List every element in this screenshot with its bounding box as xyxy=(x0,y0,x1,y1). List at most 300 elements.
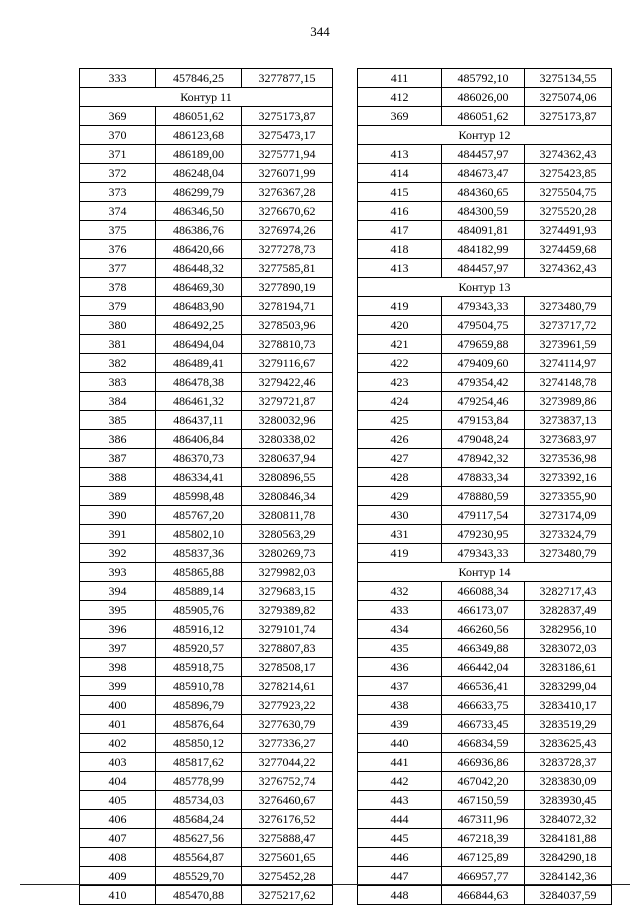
x-coordinate-cell: 466957,77 xyxy=(442,867,525,886)
table-row xyxy=(80,772,333,791)
table-row xyxy=(80,715,333,734)
x-coordinate-cell: 479343,33 xyxy=(442,297,525,316)
contour-header-row xyxy=(358,126,612,145)
x-coordinate-cell: 486026,00 xyxy=(442,88,525,107)
x-coordinate-cell: 485837,36 xyxy=(156,544,242,563)
table-row xyxy=(80,886,333,905)
point-number-cell: 401 xyxy=(80,715,156,734)
y-coordinate-cell: 3273480,79 xyxy=(525,544,612,563)
table-row xyxy=(80,601,333,620)
point-number-cell: 372 xyxy=(80,164,156,183)
x-coordinate-cell: 486299,79 xyxy=(156,183,242,202)
x-coordinate-cell: 485905,76 xyxy=(156,601,242,620)
x-coordinate-cell: 479504,75 xyxy=(442,316,525,335)
point-number-cell: 446 xyxy=(358,848,442,867)
x-coordinate-cell: 484091,81 xyxy=(442,221,525,240)
x-coordinate-cell: 467125,89 xyxy=(442,848,525,867)
x-coordinate-cell: 485876,64 xyxy=(156,715,242,734)
point-number-cell: 373 xyxy=(80,183,156,202)
point-number-cell: 433 xyxy=(358,601,442,620)
point-number-cell: 399 xyxy=(80,677,156,696)
y-coordinate-cell: 3284181,88 xyxy=(525,829,612,848)
point-number-cell: 391 xyxy=(80,525,156,544)
table-row xyxy=(358,867,612,886)
table-row xyxy=(358,145,612,164)
y-coordinate-cell: 3276367,28 xyxy=(242,183,333,202)
y-coordinate-cell: 3282717,43 xyxy=(525,582,612,601)
table-row xyxy=(80,183,333,202)
point-number-cell: 436 xyxy=(358,658,442,677)
point-number-cell: 411 xyxy=(358,69,442,88)
point-number-cell: 419 xyxy=(358,544,442,563)
table-row xyxy=(358,411,612,430)
y-coordinate-cell: 3277044,22 xyxy=(242,753,333,772)
point-number-cell: 403 xyxy=(80,753,156,772)
table-row xyxy=(358,886,612,905)
point-number-cell: 422 xyxy=(358,354,442,373)
y-coordinate-cell: 3273683,97 xyxy=(525,430,612,449)
x-coordinate-cell: 466633,75 xyxy=(442,696,525,715)
point-number-cell: 381 xyxy=(80,335,156,354)
point-number-cell: 405 xyxy=(80,791,156,810)
table-row xyxy=(358,392,612,411)
y-coordinate-cell: 3273989,86 xyxy=(525,392,612,411)
x-coordinate-cell: 479354,42 xyxy=(442,373,525,392)
table-row xyxy=(80,278,333,297)
point-number-cell: 369 xyxy=(80,107,156,126)
table-row xyxy=(358,544,612,563)
table-row xyxy=(358,582,612,601)
x-coordinate-cell: 485627,56 xyxy=(156,829,242,848)
x-coordinate-cell: 485684,24 xyxy=(156,810,242,829)
table-row xyxy=(80,373,333,392)
table-row xyxy=(358,202,612,221)
point-number-cell: 429 xyxy=(358,487,442,506)
x-coordinate-cell: 466936,86 xyxy=(442,753,525,772)
x-coordinate-cell: 479048,24 xyxy=(442,430,525,449)
table-row xyxy=(358,430,612,449)
table-row xyxy=(358,734,612,753)
y-coordinate-cell: 3279101,74 xyxy=(242,620,333,639)
table-row xyxy=(358,259,612,278)
table-row xyxy=(80,810,333,829)
x-coordinate-cell: 486051,62 xyxy=(156,107,242,126)
table-row xyxy=(80,620,333,639)
x-coordinate-cell: 485896,79 xyxy=(156,696,242,715)
table-row xyxy=(358,715,612,734)
table-row xyxy=(80,753,333,772)
table-row xyxy=(80,164,333,183)
point-number-cell: 432 xyxy=(358,582,442,601)
point-number-cell: 392 xyxy=(80,544,156,563)
x-coordinate-cell: 467150,59 xyxy=(442,791,525,810)
point-number-cell: 434 xyxy=(358,620,442,639)
y-coordinate-cell: 3274114,97 xyxy=(525,354,612,373)
x-coordinate-cell: 466834,59 xyxy=(442,734,525,753)
point-number-cell: 417 xyxy=(358,221,442,240)
y-coordinate-cell: 3278194,71 xyxy=(242,297,333,316)
x-coordinate-cell: 466260,56 xyxy=(442,620,525,639)
x-coordinate-cell: 485889,14 xyxy=(156,582,242,601)
point-number-cell: 398 xyxy=(80,658,156,677)
x-coordinate-cell: 486489,41 xyxy=(156,354,242,373)
y-coordinate-cell: 3275134,55 xyxy=(525,69,612,88)
table-row xyxy=(358,335,612,354)
y-coordinate-cell: 3278807,83 xyxy=(242,639,333,658)
y-coordinate-cell: 3274459,68 xyxy=(525,240,612,259)
table-row xyxy=(80,506,333,525)
table-row xyxy=(80,468,333,487)
point-number-cell: 439 xyxy=(358,715,442,734)
table-row xyxy=(80,563,333,582)
y-coordinate-cell: 3280338,02 xyxy=(242,430,333,449)
y-coordinate-cell: 3273174,09 xyxy=(525,506,612,525)
x-coordinate-cell: 486494,04 xyxy=(156,335,242,354)
table-row xyxy=(358,449,612,468)
y-coordinate-cell: 3282837,49 xyxy=(525,601,612,620)
contour-label: Контур 11 xyxy=(80,88,333,107)
y-coordinate-cell: 3276071,99 xyxy=(242,164,333,183)
x-coordinate-cell: 485529,70 xyxy=(156,867,242,886)
x-coordinate-cell: 479117,54 xyxy=(442,506,525,525)
y-coordinate-cell: 3278214,61 xyxy=(242,677,333,696)
point-number-cell: 378 xyxy=(80,278,156,297)
y-coordinate-cell: 3277923,22 xyxy=(242,696,333,715)
point-number-cell: 408 xyxy=(80,848,156,867)
x-coordinate-cell: 486248,04 xyxy=(156,164,242,183)
point-number-cell: 374 xyxy=(80,202,156,221)
table-row xyxy=(358,829,612,848)
point-number-cell: 438 xyxy=(358,696,442,715)
point-number-cell: 440 xyxy=(358,734,442,753)
table-row xyxy=(80,392,333,411)
x-coordinate-cell: 484457,97 xyxy=(442,145,525,164)
y-coordinate-cell: 3283625,43 xyxy=(525,734,612,753)
y-coordinate-cell: 3275601,65 xyxy=(242,848,333,867)
x-coordinate-cell: 485792,10 xyxy=(442,69,525,88)
y-coordinate-cell: 3283072,03 xyxy=(525,639,612,658)
contour-header-row xyxy=(358,278,612,297)
point-number-cell: 382 xyxy=(80,354,156,373)
y-coordinate-cell: 3275173,87 xyxy=(242,107,333,126)
point-number-cell: 383 xyxy=(80,373,156,392)
table-row xyxy=(358,791,612,810)
point-number-cell: 407 xyxy=(80,829,156,848)
table-row xyxy=(358,107,612,126)
x-coordinate-cell: 485850,12 xyxy=(156,734,242,753)
y-coordinate-cell: 3273480,79 xyxy=(525,297,612,316)
point-number-cell: 379 xyxy=(80,297,156,316)
table-row xyxy=(80,525,333,544)
x-coordinate-cell: 486437,11 xyxy=(156,411,242,430)
table-row xyxy=(80,829,333,848)
y-coordinate-cell: 3279389,82 xyxy=(242,601,333,620)
y-coordinate-cell: 3275473,17 xyxy=(242,126,333,145)
x-coordinate-cell: 485916,12 xyxy=(156,620,242,639)
x-coordinate-cell: 485470,88 xyxy=(156,886,242,905)
point-number-cell: 412 xyxy=(358,88,442,107)
point-number-cell: 448 xyxy=(358,886,442,905)
x-coordinate-cell: 486386,76 xyxy=(156,221,242,240)
x-coordinate-cell: 486346,50 xyxy=(156,202,242,221)
y-coordinate-cell: 3283930,45 xyxy=(525,791,612,810)
point-number-cell: 396 xyxy=(80,620,156,639)
table-row xyxy=(80,658,333,677)
x-coordinate-cell: 466844,63 xyxy=(442,886,525,905)
y-coordinate-cell: 3277278,73 xyxy=(242,240,333,259)
y-coordinate-cell: 3278503,96 xyxy=(242,316,333,335)
table-row xyxy=(80,126,333,145)
y-coordinate-cell: 3273717,72 xyxy=(525,316,612,335)
y-coordinate-cell: 3280563,29 xyxy=(242,525,333,544)
table-row xyxy=(358,525,612,544)
x-coordinate-cell: 485910,78 xyxy=(156,677,242,696)
point-number-cell: 390 xyxy=(80,506,156,525)
y-coordinate-cell: 3280846,34 xyxy=(242,487,333,506)
point-number-cell: 394 xyxy=(80,582,156,601)
y-coordinate-cell: 3280811,78 xyxy=(242,506,333,525)
x-coordinate-cell: 479409,60 xyxy=(442,354,525,373)
y-coordinate-cell: 3282956,10 xyxy=(525,620,612,639)
y-coordinate-cell: 3277585,81 xyxy=(242,259,333,278)
y-coordinate-cell: 3283186,61 xyxy=(525,658,612,677)
point-number-cell: 413 xyxy=(358,259,442,278)
point-number-cell: 426 xyxy=(358,430,442,449)
y-coordinate-cell: 3273355,90 xyxy=(525,487,612,506)
table-row xyxy=(358,221,612,240)
table-row xyxy=(80,449,333,468)
contour-label: Контур 12 xyxy=(358,126,612,145)
y-coordinate-cell: 3275888,47 xyxy=(242,829,333,848)
table-row xyxy=(80,259,333,278)
table-row xyxy=(80,316,333,335)
table-row xyxy=(358,316,612,335)
table-row xyxy=(80,639,333,658)
table-row xyxy=(358,468,612,487)
x-coordinate-cell: 485767,20 xyxy=(156,506,242,525)
point-number-cell: 400 xyxy=(80,696,156,715)
table-row xyxy=(80,791,333,810)
point-number-cell: 395 xyxy=(80,601,156,620)
table-row xyxy=(80,107,333,126)
table-row xyxy=(80,544,333,563)
x-coordinate-cell: 484673,47 xyxy=(442,164,525,183)
table-row xyxy=(80,69,333,88)
y-coordinate-cell: 3279982,03 xyxy=(242,563,333,582)
y-coordinate-cell: 3279116,67 xyxy=(242,354,333,373)
bottom-rule xyxy=(20,884,630,885)
x-coordinate-cell: 484300,59 xyxy=(442,202,525,221)
point-number-cell: 410 xyxy=(80,886,156,905)
x-coordinate-cell: 486123,68 xyxy=(156,126,242,145)
point-number-cell: 414 xyxy=(358,164,442,183)
y-coordinate-cell: 3276460,67 xyxy=(242,791,333,810)
x-coordinate-cell: 466442,04 xyxy=(442,658,525,677)
y-coordinate-cell: 3275217,62 xyxy=(242,886,333,905)
table-row xyxy=(358,677,612,696)
contour-label: Контур 14 xyxy=(358,563,612,582)
x-coordinate-cell: 486406,84 xyxy=(156,430,242,449)
point-number-cell: 413 xyxy=(358,145,442,164)
table-row xyxy=(358,297,612,316)
point-number-cell: 441 xyxy=(358,753,442,772)
y-coordinate-cell: 3277336,27 xyxy=(242,734,333,753)
table-row xyxy=(80,411,333,430)
table-row xyxy=(358,639,612,658)
x-coordinate-cell: 485564,87 xyxy=(156,848,242,867)
contour-header-row xyxy=(358,563,612,582)
point-number-cell: 431 xyxy=(358,525,442,544)
table-row xyxy=(80,297,333,316)
y-coordinate-cell: 3278810,73 xyxy=(242,335,333,354)
y-coordinate-cell: 3273392,16 xyxy=(525,468,612,487)
point-number-cell: 425 xyxy=(358,411,442,430)
point-number-cell: 447 xyxy=(358,867,442,886)
x-coordinate-cell: 486370,73 xyxy=(156,449,242,468)
x-coordinate-cell: 486420,66 xyxy=(156,240,242,259)
table-row xyxy=(358,620,612,639)
x-coordinate-cell: 484182,99 xyxy=(442,240,525,259)
table-row xyxy=(358,658,612,677)
x-coordinate-cell: 467311,96 xyxy=(442,810,525,829)
x-coordinate-cell: 466349,88 xyxy=(442,639,525,658)
point-number-cell: 420 xyxy=(358,316,442,335)
y-coordinate-cell: 3273324,79 xyxy=(525,525,612,544)
x-coordinate-cell: 486448,32 xyxy=(156,259,242,278)
x-coordinate-cell: 466536,41 xyxy=(442,677,525,696)
x-coordinate-cell: 467218,39 xyxy=(442,829,525,848)
table-row xyxy=(358,69,612,88)
y-coordinate-cell: 3275173,87 xyxy=(525,107,612,126)
table-row xyxy=(358,373,612,392)
table-row xyxy=(358,183,612,202)
point-number-cell: 424 xyxy=(358,392,442,411)
point-number-cell: 423 xyxy=(358,373,442,392)
point-number-cell: 385 xyxy=(80,411,156,430)
point-number-cell: 388 xyxy=(80,468,156,487)
x-coordinate-cell: 485918,75 xyxy=(156,658,242,677)
x-coordinate-cell: 486334,41 xyxy=(156,468,242,487)
point-number-cell: 418 xyxy=(358,240,442,259)
x-coordinate-cell: 486461,32 xyxy=(156,392,242,411)
point-number-cell: 369 xyxy=(358,107,442,126)
point-number-cell: 427 xyxy=(358,449,442,468)
y-coordinate-cell: 3283728,37 xyxy=(525,753,612,772)
contour-header-row xyxy=(80,88,333,107)
table-row xyxy=(358,753,612,772)
table-row xyxy=(358,506,612,525)
y-coordinate-cell: 3275423,85 xyxy=(525,164,612,183)
point-number-cell: 419 xyxy=(358,297,442,316)
point-number-cell: 377 xyxy=(80,259,156,278)
y-coordinate-cell: 3279683,15 xyxy=(242,582,333,601)
contour-label: Контур 13 xyxy=(358,278,612,297)
y-coordinate-cell: 3275452,28 xyxy=(242,867,333,886)
x-coordinate-cell: 485920,57 xyxy=(156,639,242,658)
x-coordinate-cell: 486051,62 xyxy=(442,107,525,126)
y-coordinate-cell: 3284290,18 xyxy=(525,848,612,867)
x-coordinate-cell: 466733,45 xyxy=(442,715,525,734)
y-coordinate-cell: 3277890,19 xyxy=(242,278,333,297)
x-coordinate-cell: 479230,95 xyxy=(442,525,525,544)
point-number-cell: 333 xyxy=(80,69,156,88)
x-coordinate-cell: 486478,38 xyxy=(156,373,242,392)
y-coordinate-cell: 3275520,28 xyxy=(525,202,612,221)
table-row xyxy=(80,696,333,715)
x-coordinate-cell: 486189,00 xyxy=(156,145,242,164)
y-coordinate-cell: 3275074,06 xyxy=(525,88,612,107)
point-number-cell: 375 xyxy=(80,221,156,240)
coordinates-table-right xyxy=(357,68,612,905)
y-coordinate-cell: 3283410,17 xyxy=(525,696,612,715)
table-row xyxy=(80,867,333,886)
y-coordinate-cell: 3274362,43 xyxy=(525,259,612,278)
point-number-cell: 397 xyxy=(80,639,156,658)
table-row xyxy=(80,734,333,753)
x-coordinate-cell: 479153,84 xyxy=(442,411,525,430)
y-coordinate-cell: 3280896,55 xyxy=(242,468,333,487)
table-row xyxy=(80,677,333,696)
x-coordinate-cell: 485802,10 xyxy=(156,525,242,544)
point-number-cell: 384 xyxy=(80,392,156,411)
x-coordinate-cell: 478833,34 xyxy=(442,468,525,487)
point-number-cell: 416 xyxy=(358,202,442,221)
coordinates-table-left xyxy=(79,68,333,905)
x-coordinate-cell: 466088,34 xyxy=(442,582,525,601)
table-row xyxy=(80,848,333,867)
y-coordinate-cell: 3283830,09 xyxy=(525,772,612,791)
y-coordinate-cell: 3276670,62 xyxy=(242,202,333,221)
y-coordinate-cell: 3276176,52 xyxy=(242,810,333,829)
point-number-cell: 428 xyxy=(358,468,442,487)
table-row xyxy=(358,88,612,107)
y-coordinate-cell: 3280637,94 xyxy=(242,449,333,468)
x-coordinate-cell: 485817,62 xyxy=(156,753,242,772)
point-number-cell: 415 xyxy=(358,183,442,202)
table-row xyxy=(358,240,612,259)
x-coordinate-cell: 485865,88 xyxy=(156,563,242,582)
y-coordinate-cell: 3275771,94 xyxy=(242,145,333,164)
table-row xyxy=(80,145,333,164)
y-coordinate-cell: 3277877,15 xyxy=(242,69,333,88)
y-coordinate-cell: 3280032,96 xyxy=(242,411,333,430)
y-coordinate-cell: 3273837,13 xyxy=(525,411,612,430)
point-number-cell: 386 xyxy=(80,430,156,449)
point-number-cell: 371 xyxy=(80,145,156,164)
y-coordinate-cell: 3274491,93 xyxy=(525,221,612,240)
point-number-cell: 445 xyxy=(358,829,442,848)
y-coordinate-cell: 3273536,98 xyxy=(525,449,612,468)
x-coordinate-cell: 486492,25 xyxy=(156,316,242,335)
point-number-cell: 404 xyxy=(80,772,156,791)
x-coordinate-cell: 457846,25 xyxy=(156,69,242,88)
x-coordinate-cell: 467042,20 xyxy=(442,772,525,791)
x-coordinate-cell: 479659,88 xyxy=(442,335,525,354)
x-coordinate-cell: 479254,46 xyxy=(442,392,525,411)
table-row xyxy=(80,430,333,449)
y-coordinate-cell: 3278508,17 xyxy=(242,658,333,677)
y-coordinate-cell: 3284037,59 xyxy=(525,886,612,905)
point-number-cell: 421 xyxy=(358,335,442,354)
point-number-cell: 409 xyxy=(80,867,156,886)
point-number-cell: 376 xyxy=(80,240,156,259)
x-coordinate-cell: 479343,33 xyxy=(442,544,525,563)
point-number-cell: 430 xyxy=(358,506,442,525)
point-number-cell: 437 xyxy=(358,677,442,696)
x-coordinate-cell: 484457,97 xyxy=(442,259,525,278)
x-coordinate-cell: 478880,59 xyxy=(442,487,525,506)
table-row xyxy=(358,772,612,791)
